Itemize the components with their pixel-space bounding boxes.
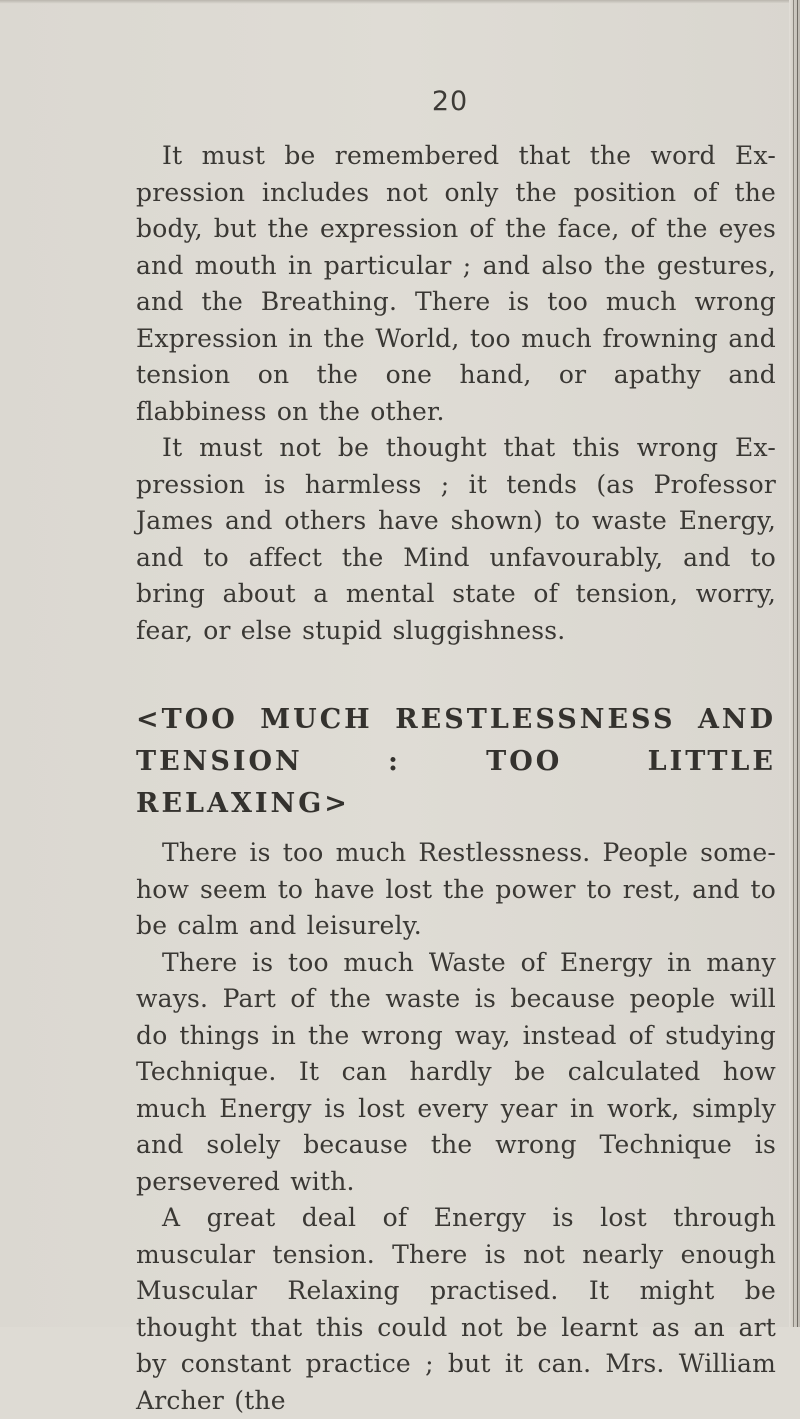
paragraph: There is too much Waste of Energy in many ways. Part of the waste is because people will do things in the wrong way, instead of studying Technique. It can hardly be calculated how much Energy is lost every year in work, simply and solely because the wrong Technique is persevered with.: [136, 947, 776, 1196]
page-edge-line: [797, 0, 798, 1327]
page-number: 20: [431, 86, 469, 117]
paragraph: A great deal of Energy is lost through muscular tension. There is not nearly enough Muscular Relaxing practised. It might be thought that this could not be learnt as an art by constant practice ; but it can. Mrs. William Archer (the: [136, 1203, 776, 1415]
page-body: [136, 138, 776, 1419]
page-right-edge: [789, 0, 800, 1327]
section-heading: <TOO MUCH RESTLESSNESS AND TENSION : TOO LITTLE RELAXING>: [136, 704, 776, 819]
paragraph: It must not be thought that this wrong Ex-pression is harmless ; it tends (as Professor James and others have shown) to waste Energy, and to affect the Mind unfavourably, and to bring about a mental state of tension, worry, fear, or else stupid sluggishness.: [136, 433, 776, 645]
paragraph: It must be remembered that the word Ex-pression includes not only the position of the body, but the expression of the face, of the eyes and mouth in particular ; and also the gestures, and the Breathing. There is too much wrong Expression in the World, too much frowning and tension on the one hand, or apathy and flabbiness on the other.: [136, 141, 776, 426]
paragraph: There is too much Restlessness. People some-how seem to have lost the power to rest, and to be calm and leisurely.: [136, 838, 776, 940]
page-edge-line: [793, 0, 794, 1327]
page-top-edge: [0, 0, 800, 4]
